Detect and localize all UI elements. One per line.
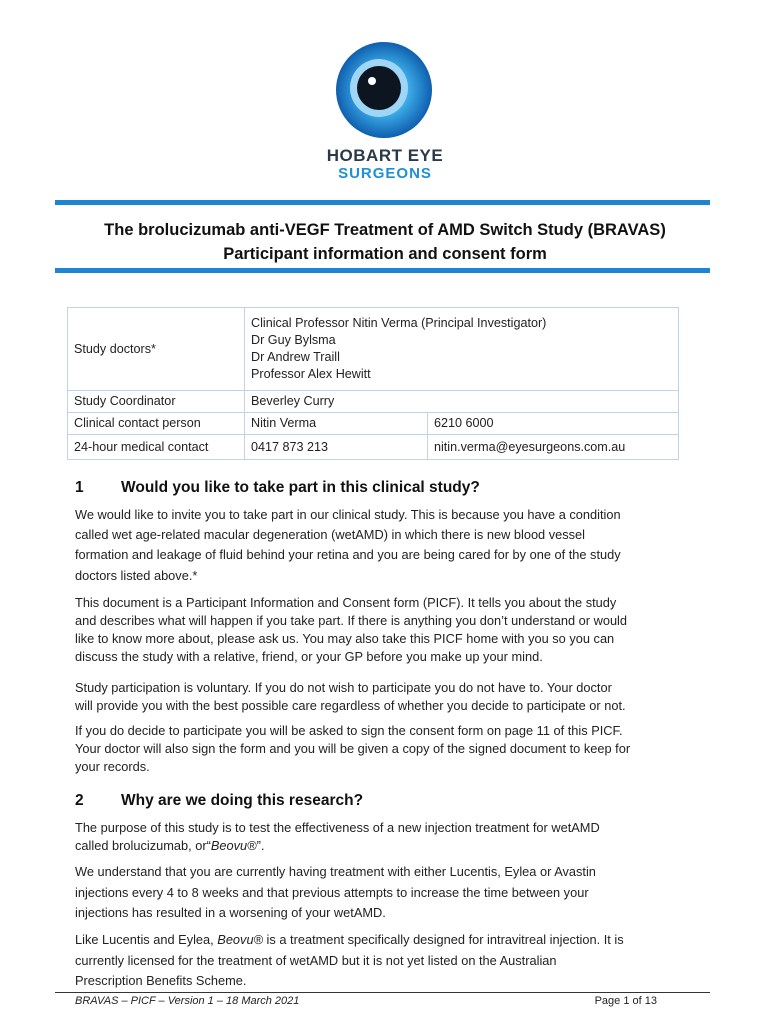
drug-name: Beovu® [210,838,257,853]
text-line: Your doctor will also sign the form and you will be given a copy of the signed document to keep for [75,741,631,756]
title-top-rule [55,200,710,205]
text-line: Study participation is voluntary. If you do not wish to participate you do not have to. Your doctor [75,680,612,695]
text-line: Prescription Benefits Scheme. [75,973,247,988]
page-separator: of [629,995,645,1007]
text-fragment: called brolucizumab, or“ [75,838,211,853]
text-fragment: ”. [256,838,265,853]
title-bottom-rule [55,268,710,273]
text-line: doctors listed above.* [75,567,198,583]
study-doctors-label: Study doctors* [68,308,245,391]
text-line: discuss the study with a relative, friend, or your GP before you make up your mind. [75,649,543,664]
section-title: Why are we doing this research? [121,792,364,809]
text-line: called wet age-related macular degeneration (wetAMD) in which there is new blood vessel [75,527,586,543]
text-line [75,837,705,855]
page-label: Page [594,995,624,1007]
study-doctor: Dr Andrew Traill [251,350,340,364]
medical-contact-phone: 0417 873 213 [245,435,428,460]
text-line: currently licensed for the treatment of wetAMD but it is not yet listed on the Australian [75,952,557,968]
table-row [68,435,679,460]
brand-name-line2: SURGEONS [338,165,432,182]
medical-contact-label: 24-hour medical contact [68,435,245,460]
document-subtitle: Participant information and consent form [223,245,547,263]
eye-logo-icon [331,40,441,140]
text-line: If you do decide to participate you will be asked to sign the consent form on page 11 of this PICF. [75,723,623,738]
section-1-heading [75,479,480,497]
text-line: The purpose of this study is to test the effectiveness of a new injection treatment for wetAMD [75,820,600,835]
medical-contact-email[interactable]: nitin.verma@eyesurgeons.com.au [428,435,679,460]
page-number [560,995,657,1007]
drug-name: Beovu® [217,932,263,947]
section-2-paragraph-3 [75,930,705,992]
text-line: injections every 4 to 8 weeks and that previous attempts to increase the time between your [75,884,589,900]
study-contacts-table [67,307,679,460]
section-2-heading [75,792,363,810]
text-fragment: is a treatment specifically designed for intravitreal injection. It is [263,932,624,947]
page-current: 1 [623,995,630,1007]
study-doctor: Clinical Professor Nitin Verma (Principal Investigator) [251,316,547,330]
clinical-contact-name: Nitin Verma [245,413,428,435]
coordinator-label: Study Coordinator [68,391,245,413]
section-title: Would you like to take part in this clinical study? [121,479,480,496]
section-number: 2 [75,792,84,809]
section-2-paragraph-2 [75,862,705,924]
section-1-paragraph-4 [75,722,705,776]
text-line: your records. [75,759,150,774]
section-number: 1 [75,479,84,496]
page-total: 13 [644,995,657,1007]
text-line: This document is a Participant Information and Consent form (PICF). It tells you about the study [75,595,617,610]
section-1-paragraph-1 [75,505,705,586]
text-fragment: Like Lucentis and Eylea, [75,932,218,947]
section-1-paragraph-3 [75,679,705,715]
footer-version: BRAVAS – PICF – Version 1 – 18 March 2021 [75,995,300,1007]
table-row [68,391,679,413]
study-doctor: Dr Guy Bylsma [251,333,336,347]
table-row [68,413,679,435]
text-line: will provide you with the best possible care regardless of whether you decide to participate or not. [75,698,626,713]
logo [0,0,770,190]
text-line: formation and leakage of fluid behind your retina and you are being cared for by one of the study [75,547,621,563]
text-line: like to know more about, please ask us. You may also take this PICF home with you so you can [75,631,615,646]
document-title: The brolucizumab anti-VEGF Treatment of AMD Switch Study (BRAVAS) [104,221,666,239]
text-line: We would like to invite you to take part in our clinical study. This is because you have a condition [75,507,621,522]
section-2-paragraph-1 [75,819,705,855]
table-row [68,308,679,391]
clinical-contact-phone: 6210 6000 [428,413,679,435]
study-doctors-list [245,308,679,391]
footer-rule [55,992,710,993]
section-1-paragraph-2 [75,594,705,666]
text-line: and describes what will happen if you take part. If there is anything you don’t understand or would [75,613,628,628]
coordinator-value: Beverley Curry [245,391,679,413]
brand-name-line1: HOBART EYE [326,146,444,165]
text-line: We understand that you are currently having treatment with either Lucentis, Eylea or Avastin [75,864,596,879]
text-line: injections has resulted in a worsening of your wetAMD. [75,905,386,920]
text-line [75,930,705,951]
clinical-contact-label: Clinical contact person [68,413,245,435]
study-doctor: Professor Alex Hewitt [251,367,371,381]
